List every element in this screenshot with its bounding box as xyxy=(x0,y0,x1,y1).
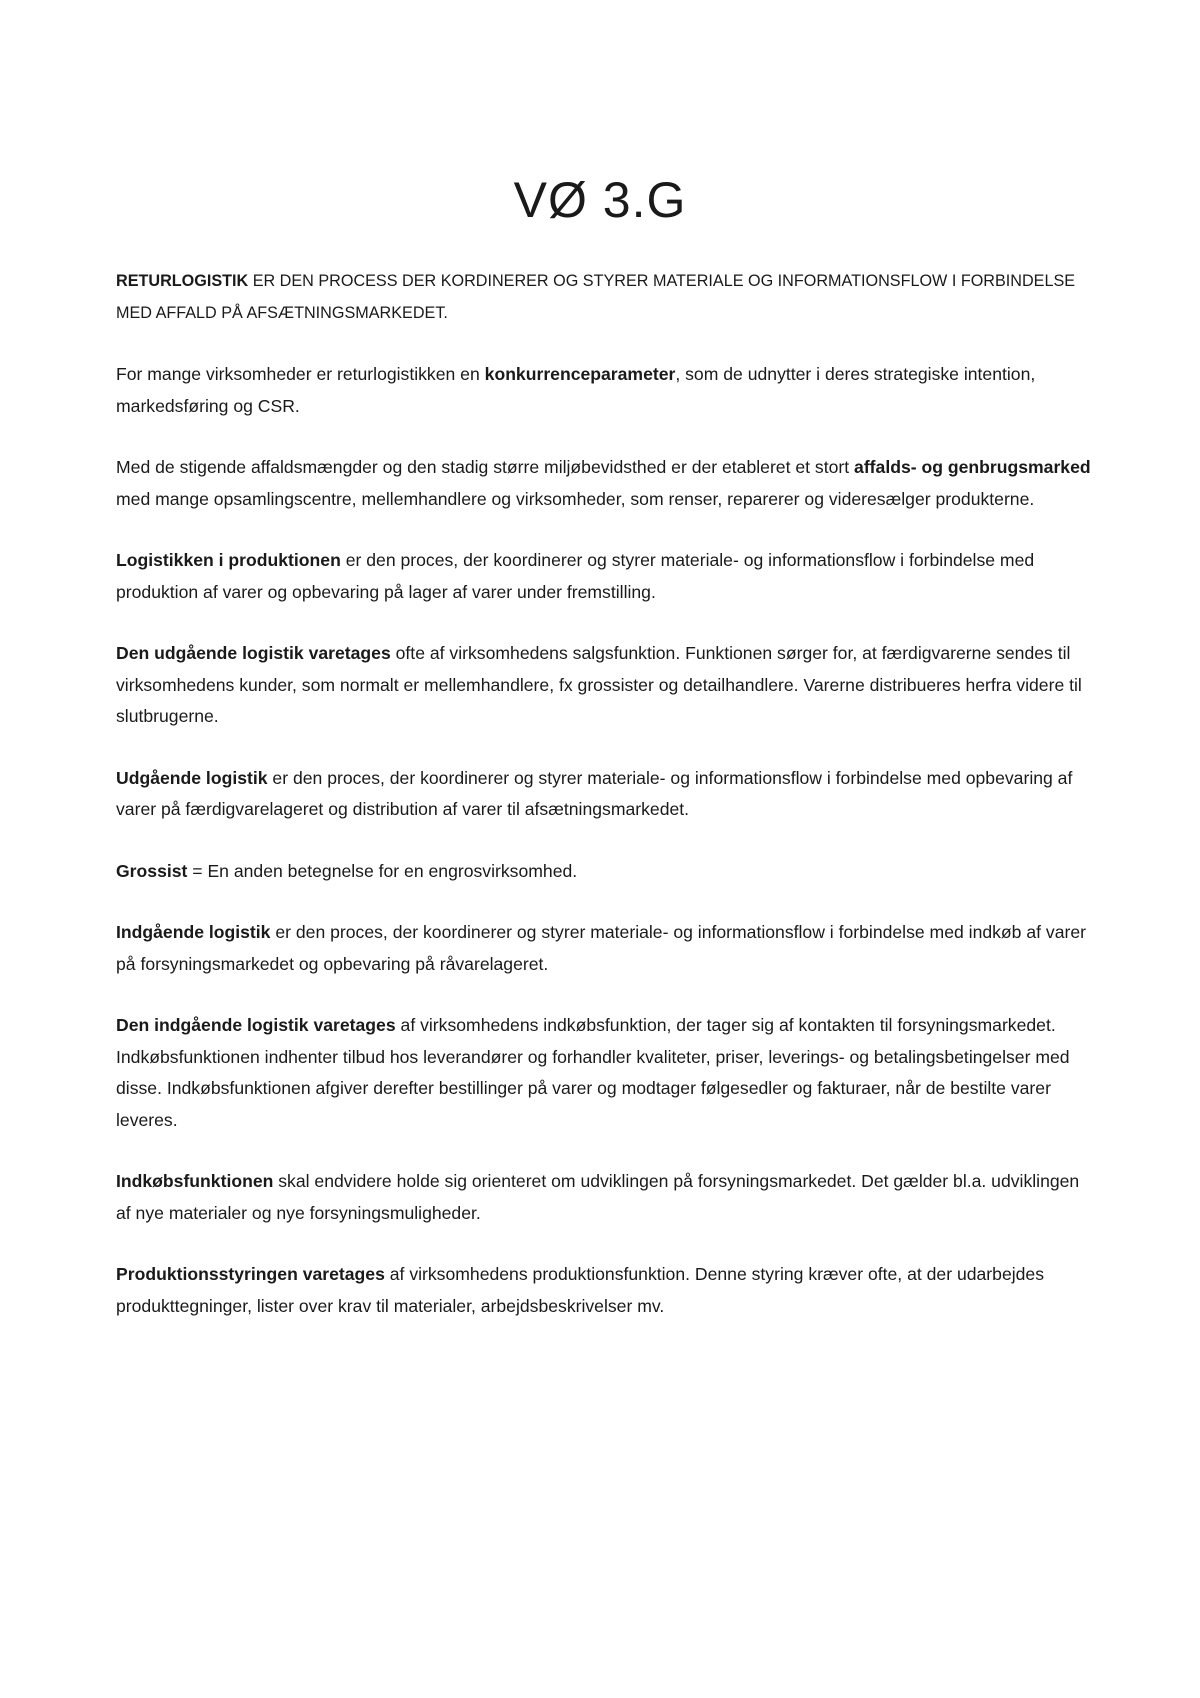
term-grossist: Grossist xyxy=(116,860,188,881)
term-udgaaende-logistik: Udgående logistik xyxy=(116,767,268,788)
paragraph-indkoebsfunktionen: Indkøbsfunktionen skal endvidere holde sig orienteret om udviklingen på forsyningsmarkedet. Det gælder bl.a. udviklingen af nye materialer og nye forsyningsmuligheder. xyxy=(116,1171,1080,1223)
document-body xyxy=(116,266,1096,1352)
paragraph-indgaaende-varetages: Den indgående logistik varetages af virksomhedens indkøbsfunktion, der tager sig af kontakten til forsyningsmarkedet. Indkøbsfunktionen indhenter tilbud hos leverandører og forhandler kvaliteter, priser, leverings- og betalingsbetingelser med disse. Indkøbsfunktionen afgiver derefter bestillinger på varer og modtager følgesedler og fakturaer, når de bestilte varer leveres. xyxy=(116,1015,1070,1130)
paragraph-returlogistik: RETURLOGISTIK ER DEN PROCESS DER KORDINERER OG STYRER MATERIALE OG INFORMATIONSFLOW I FORBINDELSE MED AFFALD PÅ AFSÆTNINGSMARKEDET. xyxy=(116,272,1076,322)
term-udgaaende-varetages: Den udgående logistik varetages xyxy=(116,643,391,663)
term-logistik-produktion: Logistikken i produktionen xyxy=(116,550,341,570)
term-konkurrenceparameter: konkurrenceparameter xyxy=(484,364,676,384)
term-produktionsstyringen: Produktionsstyringen varetages xyxy=(116,1264,385,1284)
page-title: VØ 3.G xyxy=(513,172,687,228)
paragraph-udgaaende-varetages: Den udgående logistik varetages ofte af virksomhedens salgsfunktion. Funktionen sørger for, at færdigvarerne sendes til virksomhedens kunder, som normalt er mellemhandlere, fx grossister og detailhandlere. Varerne distribueres herfra videre til slutbrugerne. xyxy=(116,643,1082,726)
paragraph-produktionsstyringen: Produktionsstyringen varetages af virksomhedens produktionsfunktion. Denne styring kræver ofte, at der udarbejdes produkttegninger, lister over krav til materialer, arbejdsbeskrivelser mv. xyxy=(116,1264,1045,1316)
term-indgaaende-logistik: Indgående logistik xyxy=(116,922,271,942)
paragraph-grossist: Grossist = En anden betegnelse for en engrosvirksomhed. xyxy=(116,860,578,881)
paragraph-udgaaende-logistik: Udgående logistik er den proces, der koordinerer og styrer materiale- og informationsflow i forbindelse med opbevaring af varer på færdigvarelageret og distribution af varer til afsætningsmarkedet. xyxy=(116,767,1073,819)
term-indkoebsfunktionen: Indkøbsfunktionen xyxy=(116,1171,274,1191)
term-genbrugsmarked: affalds- og genbrugsmarked xyxy=(854,457,1091,477)
paragraph-indgaaende-logistik: Indgående logistik er den proces, der koordinerer og styrer materiale- og informationsflow i forbindelse med indkøb af varer på forsyningsmarkedet og opbevaring på råvarelageret. xyxy=(116,922,1087,974)
paragraph-genbrugsmarked: Med de stigende affaldsmængder og den stadig større miljøbevidsthed er der etableret et stort affalds- og genbrugsmarked med mange opsamlingscentre, mellemhandlere og virksomheder, som renser, reparerer og videresælger produkterne. xyxy=(116,457,1091,509)
paragraph-konkurrenceparameter: For mange virksomheder er returlogistikken en konkurrenceparameter, som de udnytter i deres strategiske intention, markedsføring og CSR. xyxy=(116,364,1036,416)
term-indgaaende-varetages: Den indgående logistik varetages xyxy=(116,1015,396,1035)
paragraph-logistik-produktion: Logistikken i produktionen er den proces, der koordinerer og styrer materiale- og informationsflow i forbindelse med produktion af varer og opbevaring på lager af varer under fremstilling. xyxy=(116,550,1035,602)
term-returlogistik: RETURLOGISTIK xyxy=(116,272,249,290)
